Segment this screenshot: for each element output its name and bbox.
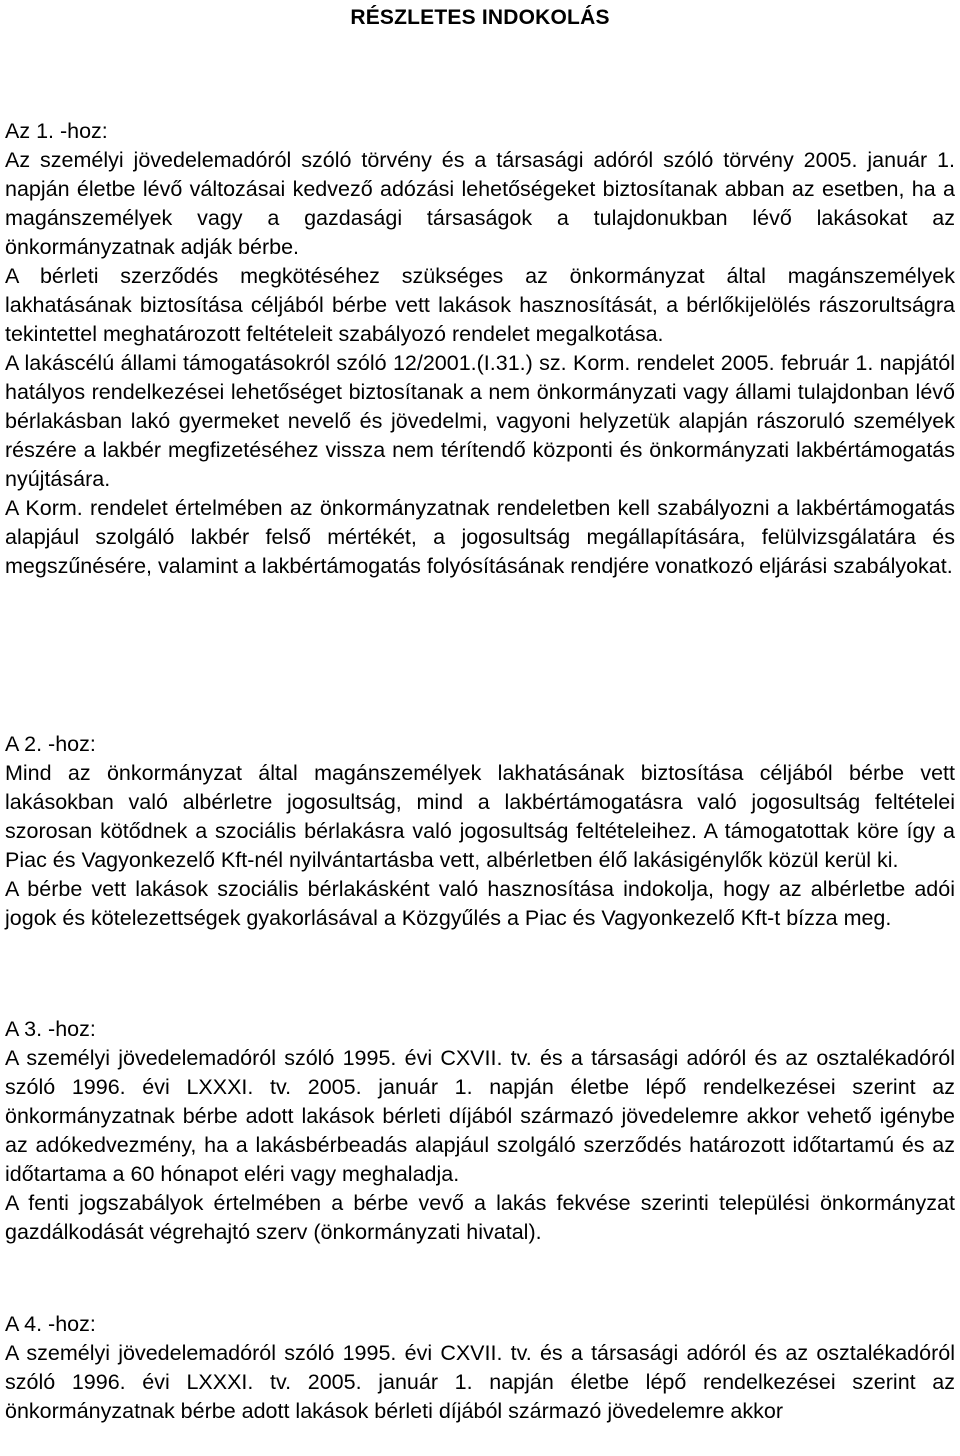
paragraph: A bérleti szerződés megkötéséhez szükséges az önkormányzat által magánszemélyek lakhatásának biztosítása céljából bérbe vett lakások hasznosítását, a bérlőkijelölés rászorultságra tekintettel meghatározott feltételeit szabályozó rendelet megalkotása.: [5, 264, 955, 346]
paragraph: A személyi jövedelemadóról szóló 1995. évi CXVII. tv. és a társasági adóról és az osztalékadóról szóló 1996. évi LXXXI. tv. 2005. január 1. napján életbe lépő rendelkezései szerint az önkormányzatnak bérbe adott lakások bérleti díjából származó jövedelemre akkor vehető igénybe az adókedvezmény, ha a lakásbérbeadás alapjául szolgáló szerződés határozott időtartamú és az időtartama a 60 hónapot eléri vagy meghaladja.: [5, 1046, 955, 1186]
paragraph: A fenti jogszabályok értelmében a bérbe vevő a lakás fekvése szerinti települési önkormányzat gazdálkodását végrehajtó szerv (önkormányzati hivatal).: [5, 1191, 955, 1244]
section-2: [5, 730, 955, 933]
document-title: RÉSZLETES INDOKOLÁS: [350, 6, 610, 29]
section-1: [5, 117, 955, 581]
paragraph: A Korm. rendelet értelmében az önkormányzatnak rendeletben kell szabályozni a lakbértámogatás alapjául szolgáló lakbér felső mértékét, a jogosultság megállapítására, felülvizsgálatára és megszűnésére, valamint a lakbértámogatás folyósításának rendjére vonatkozó eljárási szabályokat.: [5, 496, 955, 578]
section-4: [5, 1310, 955, 1426]
section-heading: Az 1. -hoz:: [5, 119, 108, 143]
document-page: [5, 0, 955, 1423]
paragraph: Az személyi jövedelemadóról szóló törvény és a társasági adóról szóló törvény 2005. január 1. napján életbe lévő változásai kedvező adózási lehetőségeket biztosítanak abban az esetben, ha a magánszemélyek vagy a gazdasági társaságok a tulajdonukban lévő lakásokat az önkormányzatnak adják bérbe.: [5, 148, 955, 259]
section-heading: A 2. -hoz:: [5, 732, 96, 756]
paragraph: A bérbe vett lakások szociális bérlakásként való hasznosítása indokolja, hogy az albérletbe adói jogok és kötelezettségek gyakorlásával a Közgyűlés a Piac és Vagyonkezelő Kft-t bízza meg.: [5, 877, 955, 930]
section-3: [5, 1015, 955, 1247]
section-heading: A 4. -hoz:: [5, 1312, 96, 1336]
paragraph: Mind az önkormányzat által magánszemélyek lakhatásának biztosítása céljából bérbe vett lakásokban való albérletre jogosultság, mind a lakbértámogatásra való jogosultság feltételei szorosan kötődnek a szociális bérlakásra való jogosultság feltételeihez. A támogatottak köre így a Piac és Vagyonkezelő Kft-nél nyilvántartásba vett, albérletben élő lakásigénylők közül kerül ki.: [5, 761, 955, 872]
paragraph: A lakáscélú állami támogatásokról szóló 12/2001.(I.31.) sz. Korm. rendelet 2005. február 1. napjától hatályos rendelkezései lehetőséget biztosítanak a nem önkormányzati vagy állami tulajdonban lévő bérlakásban lakó gyermeket nevelő és jövedelmi, vagyoni helyzetük alapján rászoruló személyek részére a lakbér megfizetéséhez vissza nem térítendő központi és önkormányzati lakbértámogatás nyújtására.: [5, 351, 955, 491]
section-heading: A 3. -hoz:: [5, 1017, 96, 1041]
paragraph: A személyi jövedelemadóról szóló 1995. évi CXVII. tv. és a társasági adóról és az osztalékadóról szóló 1996. évi LXXXI. tv. 2005. január 1. napján életbe lépő rendelkezései szerint az önkormányzatnak bérbe adott lakások bérleti díjából származó jövedelemre akkor: [5, 1341, 955, 1423]
